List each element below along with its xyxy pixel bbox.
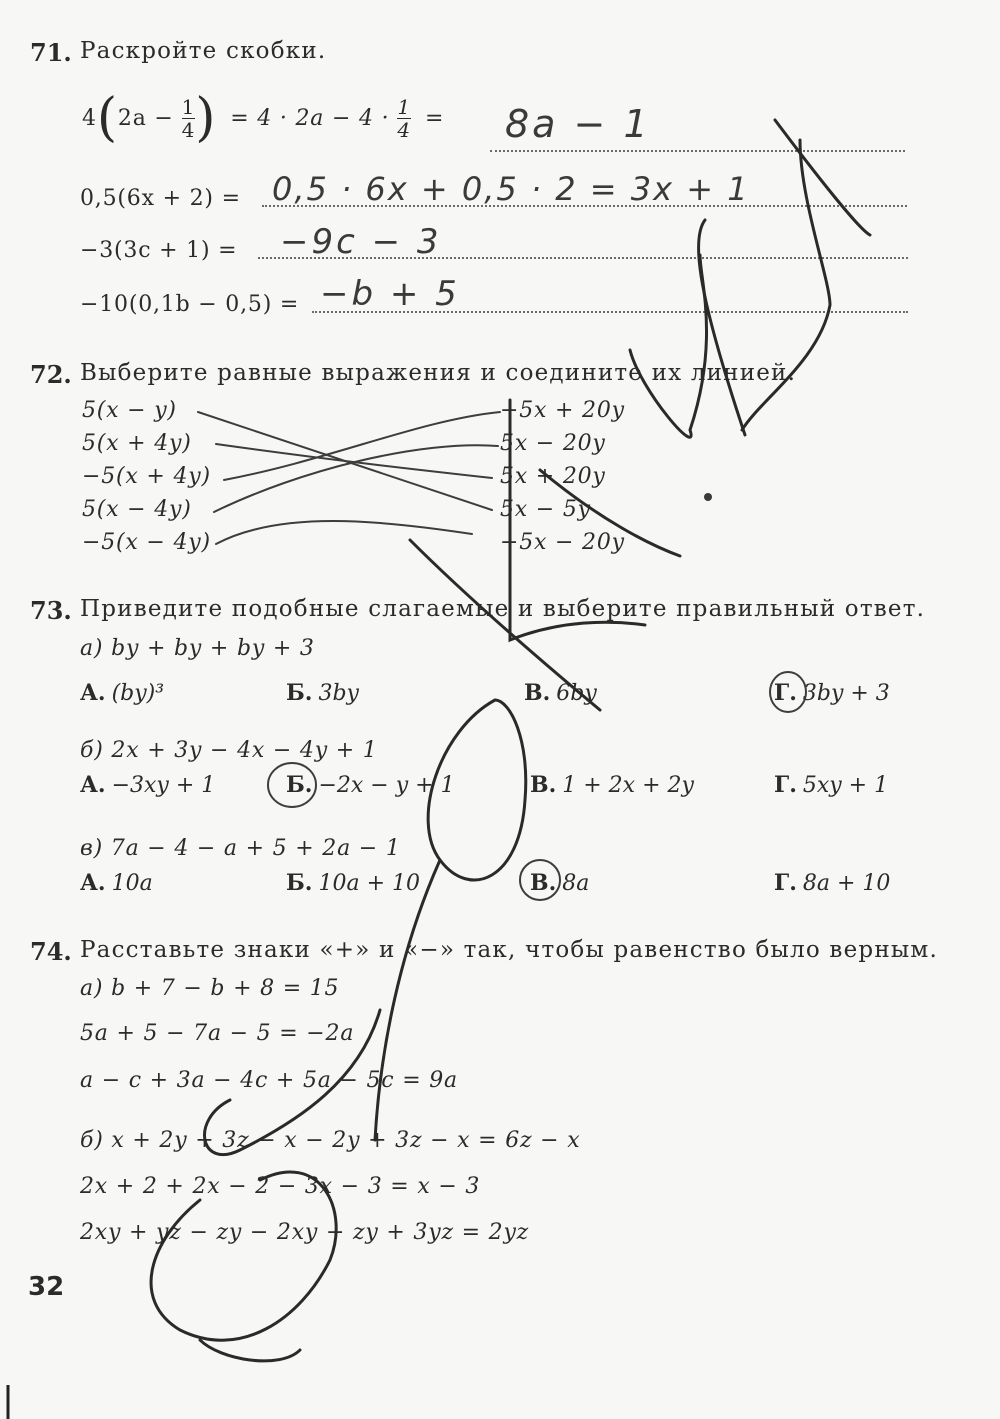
hfrac-num: 1 [397,94,411,119]
t72-right-1: −5x + 20y [500,398,625,423]
t73-b-option-V [530,772,694,798]
match-line-5 [216,521,472,544]
task-71-row2-expr: 0,5(6x + 2) = [80,186,241,211]
option-letter: Б. [286,772,313,798]
option-text: 3by + 3 [802,681,890,706]
option-letter: В. [530,772,557,798]
row2-answer: 0,5 · 6x + 0,5 · 2 = 3x + 1 [272,170,750,208]
t72-left-3: −5(x + 4y) [82,464,211,489]
option-text: 5xy + 1 [802,773,889,798]
t72-left-2: 5(x + 4y) [82,431,192,456]
t74-line-1: а) b + 7 − b + 8 = 15 [80,976,340,1001]
t74-line-2: 5a + 5 − 7a − 5 = −2a [80,1021,355,1046]
option-text: −3xy + 1 [111,773,216,798]
row1-coef: 4 [82,105,97,131]
option-text: 10a [111,871,153,896]
row1-hand-fraction [397,96,411,141]
option-letter: Г. [774,680,797,706]
option-text: 3by [318,681,359,706]
page-number: 32 [28,1272,65,1302]
t73-a-expr: а) by + by + by + 3 [80,636,315,661]
t73-a-option-V [524,680,597,706]
option-letter: А. [80,870,106,896]
option-letter: Б. [286,680,313,706]
option-letter: А. [80,772,106,798]
option-text: 6by [556,681,597,706]
option-text: (by)³ [111,681,165,706]
scrawl-stroke [200,1340,300,1361]
t74-line-3: a − c + 3a − 4c + 5a − 5c = 9a [80,1068,458,1093]
t73-c-option-A [80,870,153,896]
row3-answer: −9c − 3 [280,222,442,262]
t73-b-option-A [80,772,215,798]
row1-answer: 8a − 1 [505,102,651,146]
t73-b-option-B [286,772,455,798]
t73-c-option-V [530,870,589,896]
task-74-title: Расставьте знаки «+» и «−» так, чтобы равенство было верным. [80,937,938,963]
option-letter: Г. [774,772,797,798]
row1-eq2: = [424,105,445,131]
task-71-number: 71. [30,38,72,67]
row1-fraction [182,96,196,141]
row1-inner: 2a − [117,105,174,131]
hfrac-den: 4 [397,117,411,142]
scrawl-stroke [375,860,440,1140]
t73-c-option-B [286,870,420,896]
row4-answer: −b + 5 [320,274,460,314]
pencil-dot [704,493,712,501]
option-letter: А. [80,680,106,706]
answer-line [312,311,908,313]
answer-line [262,205,907,207]
t73-a-option-G [774,680,890,706]
scrawl-stroke [630,255,707,437]
task-74-number: 74. [30,937,72,966]
t73-b-expr: б) 2x + 3y − 4x − 4y + 1 [80,738,378,763]
t74-line-4: б) x + 2y + 3z − x − 2y + 3z − x = 6z − x [80,1128,581,1153]
right-paren: ) [195,88,217,148]
task-72-number: 72. [30,360,72,389]
t72-left-4: 5(x − 4y) [82,497,192,522]
match-line-3 [224,412,500,480]
left-paren: ( [96,88,118,148]
task-73-number: 73. [30,596,72,625]
t73-c-option-G [774,870,890,896]
task-73-title: Приведите подобные слагаемые и выберите правильный ответ. [80,596,926,622]
match-line-2 [216,444,492,478]
task-71-row4-expr: −10(0,1b − 0,5) = [80,292,300,317]
t72-left-5: −5(x − 4y) [82,530,211,555]
option-letter: В. [524,680,551,706]
frac-num: 1 [181,94,196,119]
scrawl-stroke [698,220,745,435]
option-text: 8a [562,871,590,896]
t72-left-1: 5(x − y) [82,398,177,423]
t74-line-6: 2xy + yz − zy − 2xy − zy + 3yz = 2yz [80,1220,530,1245]
option-text: −2x − y + 1 [318,773,455,798]
t72-right-2: 5x − 20y [500,431,606,456]
frac-den: 4 [181,117,196,142]
match-line-4 [214,445,498,512]
t73-a-option-B [286,680,359,706]
t74-line-5: 2x + 2 + 2x − 2 − 3x − 3 = x − 3 [80,1174,481,1199]
task-71-title: Раскройте скобки. [80,38,327,64]
option-text: 1 + 2x + 2y [562,773,694,798]
answer-line [258,257,908,259]
row1-hand-eq: = 4 · 2a − 4 · [230,105,390,131]
t72-right-4: 5x − 5y [500,497,591,522]
option-text: 8a + 10 [802,871,891,896]
t72-right-5: −5x − 20y [500,530,625,555]
t73-a-option-A [80,680,164,706]
scrawl-stroke [742,140,830,430]
scrawl-stroke [775,120,870,235]
t73-c-expr: в) 7a − 4 − a + 5 + 2a − 1 [80,836,401,861]
option-text: 10a + 10 [318,871,420,896]
option-letter: В. [530,870,557,896]
task-71-row1 [82,88,444,148]
task-72-title: Выберите равные выражения и соедините их линией. [80,360,797,386]
option-letter: Г. [774,870,797,896]
match-line-1 [198,412,492,510]
task-71-row3-expr: −3(3c + 1) = [80,238,238,263]
answer-line [490,150,905,152]
t72-right-3: 5x + 20y [500,464,606,489]
t73-b-option-G [774,772,888,798]
option-letter: Б. [286,870,313,896]
